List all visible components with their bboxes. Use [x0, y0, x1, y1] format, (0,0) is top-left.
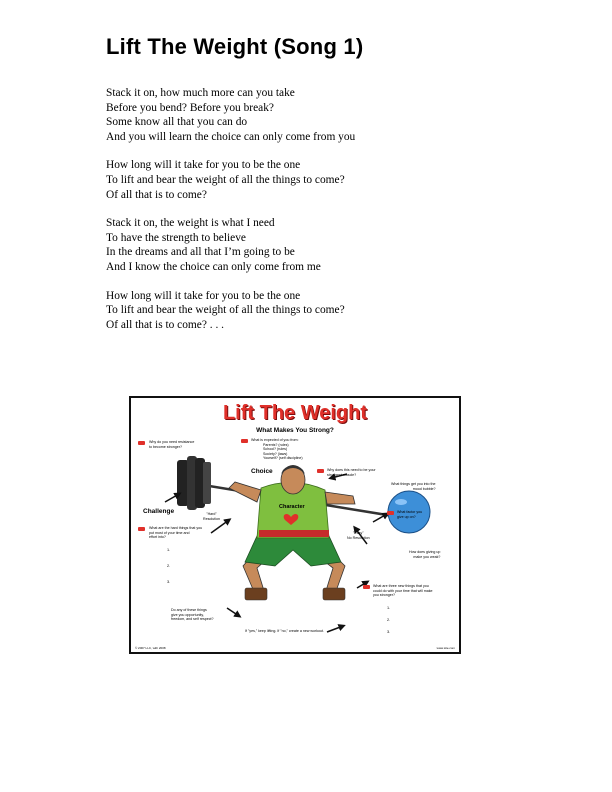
question-bubble: What things get you into the mood bubble? [391, 482, 436, 491]
stanza-2 [106, 158, 526, 202]
lyric-line: And you will learn the choice can only come from you [106, 130, 356, 143]
lyric-line: To have the strength to believe [106, 231, 246, 244]
footer-note: If "yes," keep lifting. If "no," create a new workout. [245, 629, 325, 633]
lyric-line: How long will it take for you to be the one [106, 159, 301, 172]
question-new-things: What are three new things that you could do with your time that will make you stronger? [373, 584, 433, 598]
lyric-line: Before you bend? Before you break? [106, 101, 274, 114]
question-resistance: Why do you need resistance to become stronger? [149, 440, 195, 449]
lyric-line: To lift and bear the weight of all the things to come? [106, 304, 345, 317]
lyric-line: Some know all that you can do [106, 116, 248, 129]
weight-plate [203, 462, 211, 504]
stanza-4 [106, 289, 526, 333]
answer-line-number: 1. [387, 606, 391, 610]
easy-no-resolution-label: "Easy" No Resolution [347, 531, 370, 540]
lyric-line: Stack it on, how much more can you take [106, 87, 295, 99]
question-badge-icon [317, 469, 324, 473]
lyric-line: Of all that is to come? [106, 188, 207, 201]
question-opportunity: Do any of these things give you opportunity, freedom, and self respect? [171, 608, 214, 622]
arrow-icon [227, 608, 239, 616]
question-hard-things: What are the hard things that you put most of your time and effort into? [149, 526, 203, 540]
worksheet-poster [129, 396, 461, 654]
website-text: www.site.com [436, 646, 455, 650]
question-badge-icon [138, 441, 145, 445]
question-giving-up: How does giving up make you weak? [409, 550, 441, 559]
answer-line-number: 3. [387, 630, 391, 634]
question-badge-icon [363, 585, 370, 589]
lyric-line: And I know the choice can only come from me [106, 260, 321, 273]
question-expectations: What is expected of you from: Parents? (rules) School? (rules) Society? (laws) Yourself? (self discipline) [251, 438, 303, 461]
challenge-label: Challenge [143, 508, 175, 515]
arrow-icon [327, 626, 343, 632]
lyric-line: Stack it on, the weight is what I need [106, 217, 275, 230]
stanza-3 [106, 216, 526, 274]
arrow-icon [165, 494, 179, 502]
bubble-text: What factor you give up on? [397, 510, 423, 519]
choice-label: Choice [251, 468, 273, 475]
answer-line-number: 2. [387, 618, 391, 622]
poster-subtitle: What Makes You Strong? [256, 427, 334, 434]
lyric-line: To lift and bear the weight of all the things to come? [106, 173, 345, 186]
lyrics [106, 86, 526, 346]
hard-resolution-label: "Hard" Resolution [203, 512, 220, 521]
shoe [245, 588, 267, 600]
copyright-text: © 2007 LLC, with 2008 [135, 646, 166, 650]
question-badge-icon [387, 511, 394, 515]
poster-title: Lift The Weight [222, 402, 368, 424]
answer-line-number: 2. [167, 564, 171, 568]
page-title: Lift The Weight (Song 1) [106, 34, 364, 59]
lyric-line: In the dreams and all that I’m going to be [106, 246, 295, 259]
lyric-line: How long will it take for you to be the one [106, 289, 301, 302]
question-strongest-muscle: Why does this need to be your strongest muscle? [327, 468, 376, 477]
arrow-icon [373, 514, 387, 522]
arrow-icon [211, 520, 229, 533]
question-badge-icon [138, 527, 145, 531]
character-label: Character [279, 504, 305, 510]
lyric-line: Of all that is to come? . . . [106, 318, 224, 331]
answer-line-number: 3. [167, 580, 171, 584]
stanza-1 [106, 86, 526, 144]
question-badge-icon [241, 439, 248, 443]
answer-line-number: 1. [167, 548, 171, 552]
shoe [323, 588, 345, 600]
